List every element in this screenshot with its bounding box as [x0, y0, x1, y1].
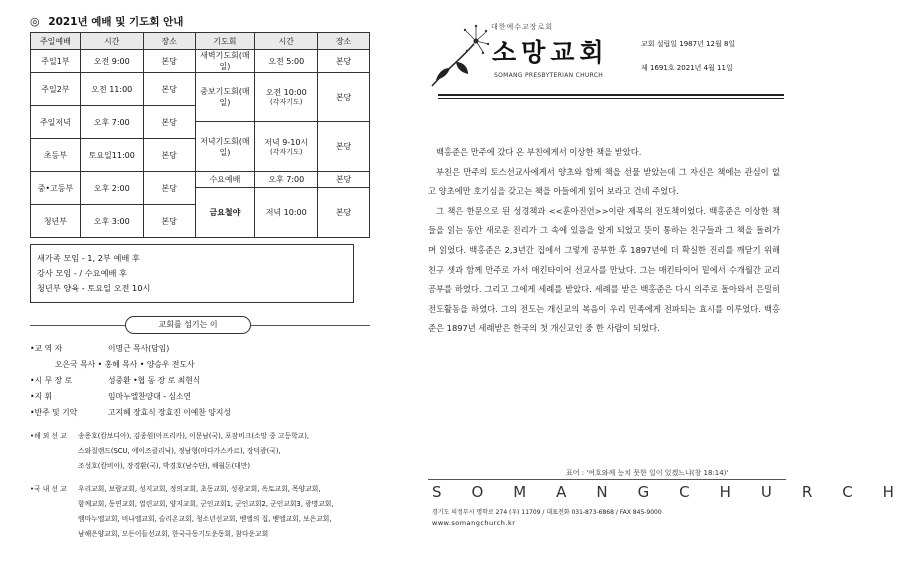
worship-place: 본당 — [143, 205, 195, 238]
staff-label: •시 무 장 로 — [30, 376, 73, 385]
overseas-mission — [30, 429, 370, 474]
meeting-item: 강사 모임 - / 수요예배 후 — [37, 268, 127, 278]
divider — [438, 94, 784, 96]
staff-list — [30, 341, 370, 421]
prayer-time: 오전 5:00 — [255, 50, 318, 73]
prayer-time-note: (각자기도) — [269, 98, 303, 106]
worship-place: 본당 — [143, 172, 195, 205]
prayer-time-note: (각자기도) — [269, 147, 303, 156]
staff-value: 성중환 •협 동 장 로 최현식 — [108, 376, 201, 385]
overseas-line: 조성호(캄비아), 장경환(국), 박경호(남수단), 해월돈(대만) — [78, 462, 251, 470]
worship-name: 주일2부 — [31, 73, 81, 106]
worship-place: 본당 — [143, 73, 195, 106]
staff-label: •교 역 자 — [30, 344, 63, 353]
domestic-label: •국 내 선 교 — [30, 485, 67, 493]
worship-place: 본당 — [143, 50, 195, 73]
meeting-item: 새가족 모임 - 1, 2부 예배 후 — [37, 253, 140, 263]
domestic-line: 함께교회, 동연교회, 열린교회, 양지교회, 군인교회1, 군인교회2, 군인교회3, 광명교회, — [78, 500, 334, 508]
prayer-time: 오후 7:00 — [255, 172, 318, 188]
worship-name: 초등부 — [31, 139, 81, 172]
motto: 표어 : '여호와께 능치 못한 일이 있겠느냐(창 18:14)' — [566, 469, 729, 477]
staff-label: •반주 및 기악 — [30, 408, 78, 417]
website-link[interactable]: www.somangchurch.kr — [432, 519, 516, 527]
prayer-place: 본당 — [318, 172, 370, 188]
denomination-name: 대한예수교장로회 — [491, 23, 554, 31]
overseas-line: 스와질랜드(SCU, 에이즈클리닉), 정남형(마다가스카르), 장덕광(국), — [78, 447, 281, 455]
prayer-time: 저녁 10:00 — [255, 188, 318, 238]
prayer-time — [255, 73, 318, 122]
prayer-place: 본당 — [318, 73, 370, 122]
header-cell: 장소 — [143, 33, 195, 50]
story-paragraph: 백홍준은 만주에 갔다 온 부친에게서 이상한 책을 받았다. — [436, 147, 642, 157]
prayer-name: 수요예배 — [195, 172, 255, 188]
divider — [428, 479, 786, 480]
church-english-name: SOMANG PRESBYTERIAN CHURCH — [494, 72, 604, 79]
domestic-mission — [30, 482, 370, 542]
prayer-time-main: 오전 10:00 — [265, 88, 307, 97]
story-paragraph: 그 책은 한문으로 된 성경책과 <<훈아진언>>이란 제목의 전도책이었다. 백홍준은 이상한 책들을 읽는 동안 새로운 진리가 그 속에 있음을 알게 되었고 뜻이 통하는 친구들과 그 책을 돌려가며 읽었다. 백홍준은 2,3년간 집에서 그렇게 공부한 후 1897년에 더 확실한 진리를 깨닫기 위해 친구 셋과 함께 만주로 가서 매킨타이어 선교사를 만났다. 그는 매킨타이어 밑에서 수개월간 교리 공부를 하였다. 그리고 그에게 세례를 받았다. 세례를 받은 백홍준은 다시 의주로 돌아와서 은밀히 전도활동을 하였다. 그의 전도는 개신교의 복음이 우리 민족에게 전파되는 효시를 이루었다. 백홍준은 1897년 세례받은 한국의 첫 개신교인 중 한 사람이 되었다. — [428, 205, 780, 334]
worship-name: 주일1부 — [31, 50, 81, 73]
worship-time: 오후 2:00 — [80, 172, 143, 205]
staff-value: 이명근 목사(담임) — [108, 344, 170, 353]
table-header-row — [31, 33, 370, 50]
divider — [438, 98, 784, 99]
story-paragraph: 부친은 만주의 토스선교사에게서 양초와 함께 책을 선물 받았는데 그 자신은 책에는 관심이 없고 양초에만 호기심을 갖고는 책을 아들에게 읽어 보라고 건네 주었다. — [428, 166, 780, 197]
list-item — [30, 389, 370, 405]
story-text — [428, 143, 780, 339]
missionaries — [30, 429, 370, 542]
address: 경기도 의정부시 명학로 274 (우) 11709 / 대표전화 031-873-6868 / FAX 845-9000 — [432, 509, 662, 516]
worship-name: 중•고등부 — [31, 172, 81, 205]
domestic-line: 엠마누엘교회, 비나엘교회, 슬리온교회, 청소년선교회, 벧엘의 집, 벧엘교회, 보은교회, — [78, 515, 332, 523]
left-column — [30, 12, 370, 542]
prayer-name: 새벽기도회(매일) — [195, 50, 255, 73]
prayer-place: 본당 — [318, 188, 370, 238]
prayer-time-main: 저녁 9-10시 — [264, 137, 309, 147]
list-item — [30, 341, 370, 357]
worship-time: 토요일11:00 — [80, 139, 143, 172]
staff-heading — [30, 311, 370, 341]
schedule-title-text: 2021년 예배 및 기도회 안내 — [48, 16, 184, 28]
prayer-time — [255, 122, 318, 172]
schedule-table — [30, 32, 370, 238]
bullseye-icon: ◎ — [30, 15, 40, 28]
worship-place: 본당 — [143, 106, 195, 139]
staff-value: 오은국 목사 • 홍혜 목사 • 양승우 전도사 — [55, 360, 195, 369]
church-wordmark: S O M A N G C H U R C H — [432, 483, 907, 501]
staff-value: 고지혜 장효식 장효진 이예찬 양지성 — [108, 408, 231, 417]
masthead — [428, 18, 790, 98]
domestic-line: 우리교회, 보람교회, 성지교회, 정의교회, 초동교회, 성광교회, 옥토교회, 목양교회, — [78, 485, 321, 493]
worship-time: 오후 3:00 — [80, 205, 143, 238]
table-row — [31, 50, 370, 73]
list-item — [30, 373, 370, 389]
prayer-name: 금요철야 — [195, 188, 255, 238]
list-item — [30, 405, 370, 421]
staff-label: •지 휘 — [30, 392, 53, 401]
prayer-place: 본당 — [318, 122, 370, 172]
worship-name: 주일저녁 — [31, 106, 81, 139]
meeting-item: 청년부 양육 - 토요일 오전 10시 — [37, 283, 151, 293]
issue-number: 제 1691호 2021년 4월 11일 — [641, 64, 733, 72]
schedule-title — [30, 12, 370, 32]
header-cell: 장소 — [318, 33, 370, 50]
domestic-line: 남해은양교회, 모든이들선교회, 한국극동기도운동회, 참다운교회 — [78, 530, 269, 538]
prayer-name: 중보기도회(매일) — [195, 73, 255, 122]
meetings-box — [30, 244, 354, 303]
list-item — [30, 357, 370, 373]
header-cell: 주일예배 — [31, 33, 81, 50]
overseas-label: •해 외 선 교 — [30, 432, 67, 440]
prayer-name: 저녁기도회(매일) — [195, 122, 255, 172]
founded-date: 교회 설립일 1987년 12월 8일 — [641, 40, 736, 48]
staff-value: 임마누엘찬양대 - 심소연 — [108, 392, 192, 401]
worship-place: 본당 — [143, 139, 195, 172]
prayer-place: 본당 — [318, 50, 370, 73]
worship-name: 청년부 — [31, 205, 81, 238]
staff-heading-label: 교회를 섬기는 이 — [125, 316, 251, 334]
church-name: 소망교회 — [492, 38, 609, 67]
worship-time: 오전 9:00 — [80, 50, 143, 73]
header-cell: 기도회 — [195, 33, 255, 50]
worship-time: 오후 7:00 — [80, 106, 143, 139]
right-column — [428, 0, 907, 566]
header-cell: 시간 — [255, 33, 318, 50]
header-cell: 시간 — [80, 33, 143, 50]
table-row — [31, 73, 370, 89]
dandelion-logo-icon — [428, 22, 490, 90]
table-row — [31, 172, 370, 188]
overseas-line: 송용호(캄보디아), 김종원(아프리카), 이문남(국), 포잠비크(소망 중 고등학교), — [78, 432, 310, 440]
worship-time: 오전 11:00 — [80, 73, 143, 106]
